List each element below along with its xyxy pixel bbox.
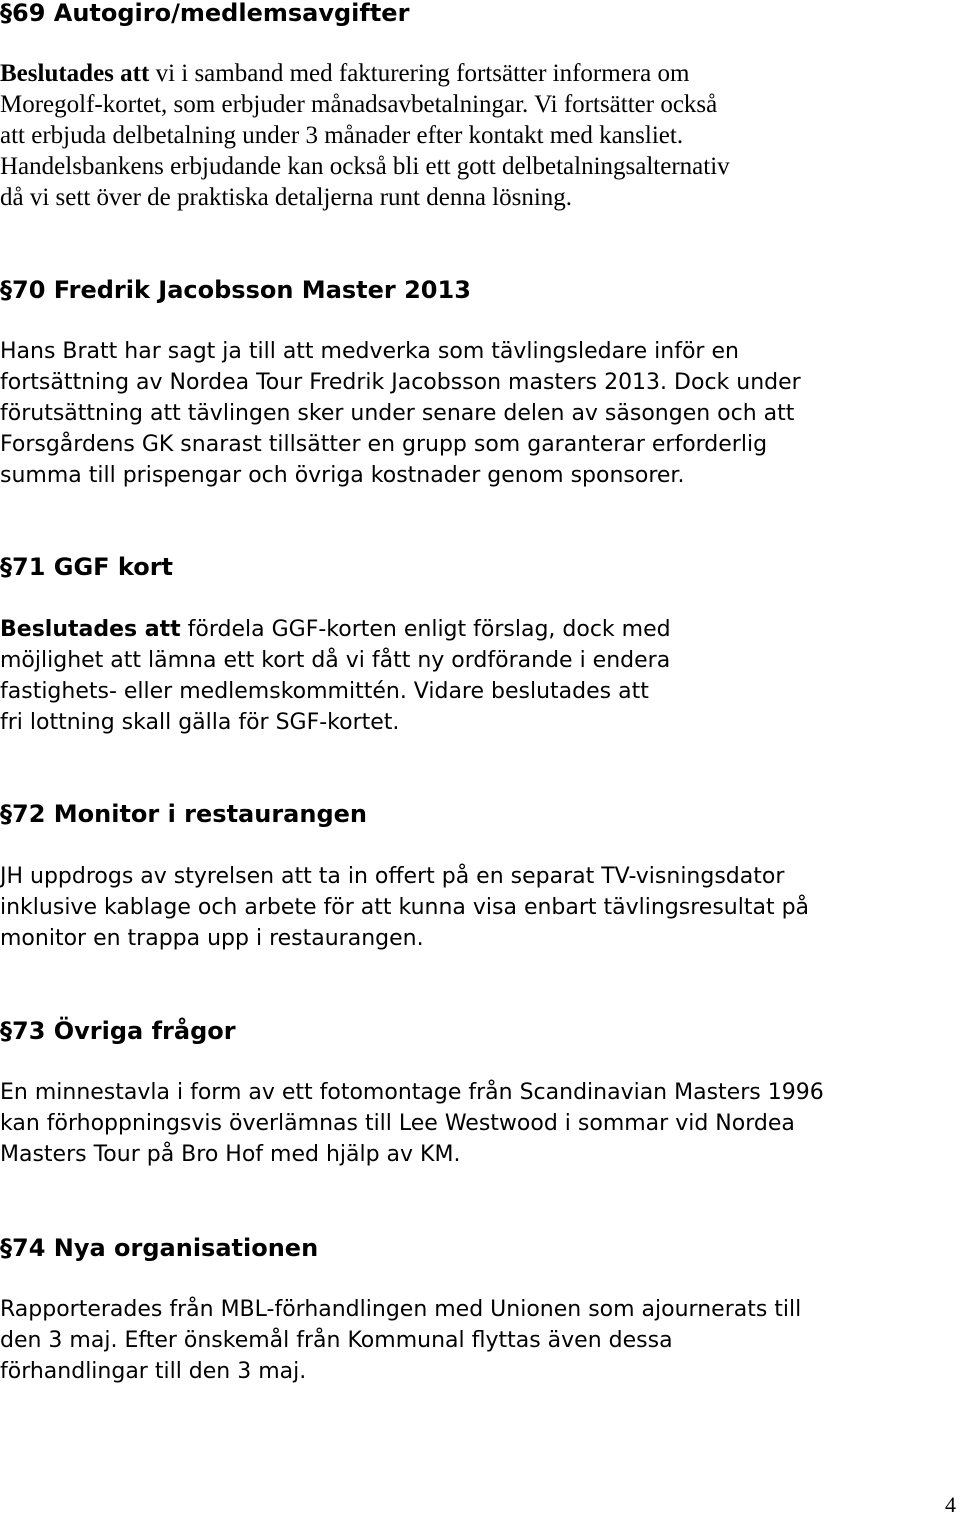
section-70-heading: §70 Fredrik Jacobsson Master 2013: [0, 276, 471, 304]
section-74-line-3: förhandlingar till den 3 maj.: [0, 1359, 307, 1384]
section-70-line-2: fortsättning av Nordea Tour Fredrik Jacobsson masters 2013. Dock under: [0, 370, 801, 395]
section-69-line-4: Handelsbankens erbjudande kan också bli ett gott delbetalningsalternativ: [0, 153, 730, 180]
page-number: 4: [945, 1492, 956, 1517]
section-70-line-4: Forsgårdens GK snarast tillsätter en grupp som garanterar erforderlig: [0, 432, 768, 457]
section-71-line-1: [0, 614, 958, 645]
section-72-line-3: monitor en trappa upp i restaurangen.: [0, 926, 424, 951]
section-69-line-5: då vi sett över de praktiska detaljerna runt denna lösning.: [0, 184, 573, 211]
section-73-body: [0, 1077, 958, 1170]
section-73-line-2: kan förhoppningsvis överlämnas till Lee Westwood i sommar vid Nordea: [0, 1111, 795, 1136]
section-71-body: [0, 614, 958, 738]
section-70-body: [0, 336, 958, 491]
section-69-line-1: [0, 58, 958, 89]
decision-label: Beslutades att: [0, 617, 181, 642]
section-74-heading: §74 Nya organisationen: [0, 1234, 319, 1262]
section-73-line-3: Masters Tour på Bro Hof med hjälp av KM.: [0, 1142, 461, 1167]
decision-label: Beslutades att: [0, 60, 150, 87]
section-73-line-1: En minnestavla i form av ett fotomontage från Scandinavian Masters 1996: [0, 1080, 824, 1105]
section-70-line-5: summa till prispengar och övriga kostnader genom sponsorer.: [0, 463, 685, 488]
section-72-body: [0, 861, 958, 954]
section-71-line-2: möjlighet att lämna ett kort då vi fått ny ordförande i endera: [0, 648, 671, 673]
section-74-body: [0, 1294, 958, 1387]
section-70-line-1: Hans Bratt har sagt ja till att medverka som tävlingsledare inför en: [0, 339, 739, 364]
section-73-heading: §73 Övriga frågor: [0, 1017, 236, 1045]
section-74-line-1: Rapporterades från MBL-förhandlingen med Unionen som ajournerats till: [0, 1297, 802, 1322]
section-72-line-2: inklusive kablage och arbete för att kunna visa enbart tävlingsresultat på: [0, 895, 810, 920]
section-72-line-1: JH uppdrogs av styrelsen att ta in offert på en separat TV-visningsdator: [0, 864, 785, 889]
section-69-line-3: att erbjuda delbetalning under 3 månader efter kontakt med kansliet.: [0, 122, 684, 149]
section-70-line-3: förutsättning att tävlingen sker under senare delen av säsongen och att: [0, 401, 795, 426]
section-69-body: [0, 58, 958, 213]
section-69-line-2: Moregolf-kortet, som erbjuder månadsavbetalningar. Vi fortsätter också: [0, 91, 718, 118]
section-72-heading: §72 Monitor i restaurangen: [0, 800, 367, 828]
section-69-heading: §69 Autogiro/medlemsavgifter: [0, 0, 410, 27]
section-71-line-3: fastighets- eller medlemskommittén. Vidare beslutades att: [0, 679, 649, 704]
line-text: fördela GGF-korten enligt förslag, dock med: [180, 617, 671, 642]
section-71-heading: §71 GGF kort: [0, 553, 174, 581]
section-74-line-2: den 3 maj. Efter önskemål från Kommunal flyttas även dessa: [0, 1328, 673, 1353]
line-text: vi i samband med fakturering fortsätter informera om: [149, 60, 690, 87]
section-71-line-4: fri lottning skall gälla för SGF-kortet.: [0, 710, 400, 735]
